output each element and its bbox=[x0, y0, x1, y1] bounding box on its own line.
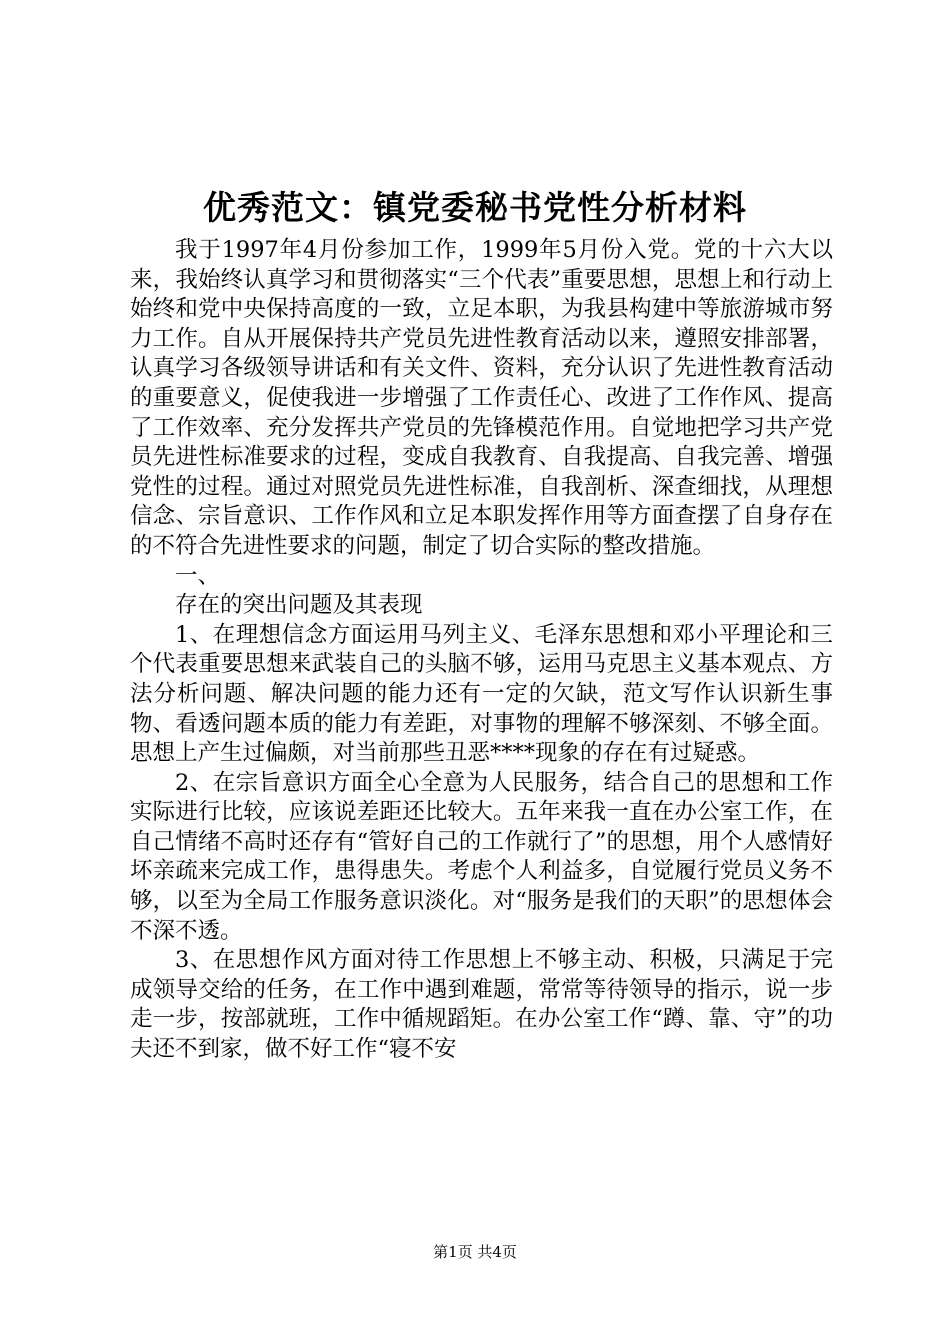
page-footer: 第1页 共4页 bbox=[433, 1243, 517, 1261]
paragraph-item-2: 2、在宗旨意识方面全心全意为人民服务，结合自己的思想和工作实际进行比较，应该说差距还比较大。五年来我一直在办公室工作，在自己情绪不高时还存有“管好自己的工作就行了”的思想，用个人感情好坏亲疏来完成工作，患得患失。考虑个人利益多，自觉履行党员义务不够，以至为全局工作服务意识淡化。对“服务是我们的天职”的思想体会不深不透。 bbox=[130, 769, 833, 944]
document-body bbox=[130, 236, 833, 1065]
section-number: 一、 bbox=[175, 562, 221, 589]
document-title: 优秀范文：镇党委秘书党性分析材料 bbox=[203, 188, 747, 227]
paragraph-item-3: 3、在思想作风方面对待工作思想上不够主动、积极，只满足于完成领导交给的任务，在工作中遇到难题，常常等待领导的指示，说一步走一步，按部就班，工作中循规蹈矩。在办公室工作“蹲、靠、守”的功夫还不到家，做不好工作“寝不安 bbox=[130, 947, 833, 1063]
paragraph-item-1: 1、在理想信念方面运用马列主义、毛泽东思想和邓小平理论和三个代表重要思想来武装自己的头脑不够，运用马克思主义基本观点、方法分析问题、解决问题的能力还有一定的欠缺，范文写作认识新生事物、看透问题本质的能力有差距，对事物的理解不够深刻、不够全面。思想上产生过偏颇，对当前那些丑恶****现象的存在有过疑惑。 bbox=[130, 621, 833, 767]
section-heading: 存在的突出问题及其表现 bbox=[175, 592, 423, 619]
paragraph-intro: 我于1997年4月份参加工作，1999年5月份入党。党的十六大以来，我始终认真学习和贯彻落实“三个代表”重要思想，思想上和行动上始终和党中央保持高度的一致，立足本职，为我县构建中等旅游城市努力工作。自从开展保持共产党员先进性教育活动以来，遵照安排部署，认真学习各级领导讲话和有关文件、资料，充分认识了先进性教育活动的重要意义，促使我进一步增强了工作责任心、改进了工作作风、提高了工作效率、充分发挥共产党员的先锋模范作用。自觉地把学习共产党员先进性标准要求的过程，变成自我教育、自我提高、自我完善、增强党性的过程。通过对照党员先进性标准，自我剖析、深查细找，从理想信念、宗旨意识、工作作风和立足本职发挥作用等方面查摆了自身存在的不符合先进性要求的问题，制定了切合实际的整改措施。 bbox=[130, 237, 833, 559]
